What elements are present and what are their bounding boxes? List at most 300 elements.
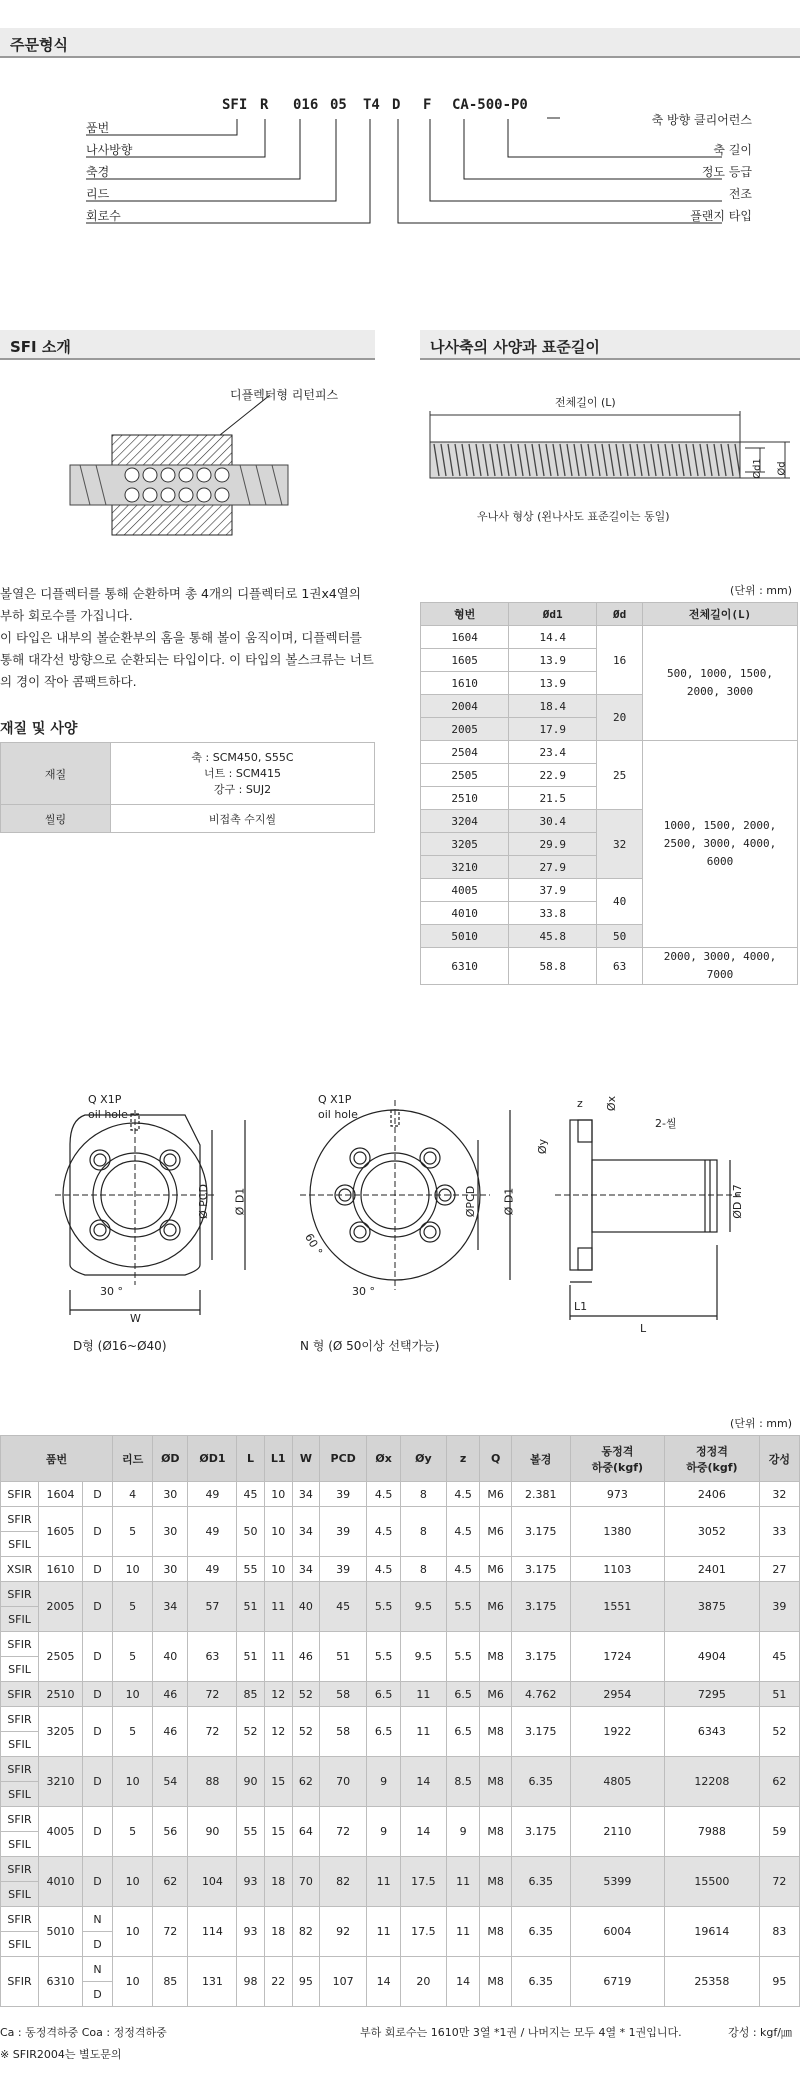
spec-ball: 6.35 bbox=[511, 1857, 570, 1907]
spec-q: M8 bbox=[480, 1757, 512, 1807]
shaft-header-3: 전체길이(L) bbox=[643, 603, 798, 626]
spec-ca: 973 bbox=[570, 1482, 665, 1507]
nut-cross-section-figure bbox=[60, 395, 300, 555]
spec-header-12: 볼경 bbox=[511, 1436, 570, 1482]
spec-model: 1610 bbox=[39, 1557, 83, 1582]
spec-w: 64 bbox=[292, 1807, 319, 1857]
spec-z: 9 bbox=[446, 1807, 479, 1857]
spec-ball: 3.175 bbox=[511, 1632, 570, 1682]
spec-note-right: 강성 : kgf/㎛ bbox=[728, 2026, 792, 2039]
spec-coa: 12208 bbox=[665, 1757, 760, 1807]
spec-type: SFIL bbox=[1, 1532, 39, 1557]
order-lines bbox=[0, 115, 800, 255]
spec-pcd: 39 bbox=[319, 1507, 366, 1557]
spec-type: SFIR bbox=[1, 1757, 39, 1782]
order-label-circuits: 회로수 bbox=[86, 209, 121, 223]
spec-coa: 3875 bbox=[665, 1582, 760, 1632]
spec-lead: 5 bbox=[113, 1707, 153, 1757]
spec-coa: 7988 bbox=[665, 1807, 760, 1857]
spec-header-11: Q bbox=[480, 1436, 512, 1482]
spec-l1: 11 bbox=[264, 1632, 292, 1682]
order-label-shaft-diameter: 축경 bbox=[86, 165, 110, 179]
spec-z: 6.5 bbox=[446, 1707, 479, 1757]
shaft-d1: 18.4 bbox=[509, 695, 597, 718]
spec-l1: 10 bbox=[264, 1557, 292, 1582]
spec-type: SFIR bbox=[1, 1707, 39, 1732]
spec-d: 62 bbox=[153, 1857, 188, 1907]
spec-k: 59 bbox=[759, 1807, 799, 1857]
spec-lead: 10 bbox=[113, 1557, 153, 1582]
spec-header-13: 동정격 하중(kgf) bbox=[570, 1436, 665, 1482]
spec-lead: 5 bbox=[113, 1507, 153, 1557]
spec-y: 17.5 bbox=[400, 1907, 446, 1957]
spec-flange: N bbox=[83, 1907, 113, 1932]
spec-header-2: ØD bbox=[153, 1436, 188, 1482]
spec-type: SFIL bbox=[1, 1782, 39, 1807]
spec-ball: 6.35 bbox=[511, 1757, 570, 1807]
shaft-model: 6310 bbox=[421, 948, 509, 985]
shaft-d1: 45.8 bbox=[509, 925, 597, 948]
shaft-length: 1000, 1500, 2000, 2500, 3000, 4000, 6000 bbox=[643, 741, 798, 948]
spec-l: 52 bbox=[237, 1707, 264, 1757]
spec-pcd: 70 bbox=[319, 1757, 366, 1807]
shaft-d: 16 bbox=[597, 626, 643, 695]
spec-l1: 11 bbox=[264, 1582, 292, 1632]
spec-q: M6 bbox=[480, 1482, 512, 1507]
shaft-model: 4005 bbox=[421, 879, 509, 902]
spec-k: 52 bbox=[759, 1707, 799, 1757]
spec-header-10: z bbox=[446, 1436, 479, 1482]
spec-d1: 131 bbox=[188, 1957, 237, 2007]
spec-note-left: Ca : 동정격하중 Coa : 정정격하중 bbox=[0, 2026, 167, 2039]
shaft-length: 500, 1000, 1500, 2000, 3000 bbox=[643, 626, 798, 741]
spec-type: SFIL bbox=[1, 1832, 39, 1857]
shaft-d1: 33.8 bbox=[509, 902, 597, 925]
spec-x: 4.5 bbox=[367, 1482, 400, 1507]
order-label-accuracy-grade: 정도 등급 bbox=[701, 165, 752, 179]
spec-d1: 104 bbox=[188, 1857, 237, 1907]
spec-ca: 6004 bbox=[570, 1907, 665, 1957]
material-nut: 너트 : SCM415 bbox=[203, 766, 282, 780]
d-type-q-label: Q X1P bbox=[88, 1093, 122, 1106]
spec-l: 85 bbox=[237, 1682, 264, 1707]
spec-d1: 72 bbox=[188, 1682, 237, 1707]
spec-model: 2510 bbox=[39, 1682, 83, 1707]
spec-l: 55 bbox=[237, 1807, 264, 1857]
side-l1: L1 bbox=[574, 1300, 588, 1313]
spec-header-1: 리드 bbox=[113, 1436, 153, 1482]
spec-l1: 18 bbox=[264, 1857, 292, 1907]
spec-type: SFIL bbox=[1, 1607, 39, 1632]
spec-lead: 10 bbox=[113, 1757, 153, 1807]
spec-flange: D bbox=[83, 1807, 113, 1857]
spec-y: 8 bbox=[400, 1507, 446, 1557]
shaft-caption: 우나사 형상 (왼나사도 표준길이는 동일) bbox=[477, 510, 670, 523]
spec-x: 5.5 bbox=[367, 1582, 400, 1632]
deflector-label: 디플렉터형 리턴피스 bbox=[230, 388, 339, 402]
spec-type: SFIL bbox=[1, 1657, 39, 1682]
shaft-d-label: Ød bbox=[776, 461, 788, 476]
spec-note-mid: 부하 회로수는 1610만 3열 *1권 / 나머지는 모두 4열 * 1권입니다. bbox=[360, 2026, 682, 2039]
spec-w: 52 bbox=[292, 1707, 319, 1757]
side-l: L bbox=[640, 1322, 647, 1335]
spec-y: 9.5 bbox=[400, 1632, 446, 1682]
spec-lead: 5 bbox=[113, 1632, 153, 1682]
spec-model: 3205 bbox=[39, 1707, 83, 1757]
shaft-length: 2000, 3000, 4000, 7000 bbox=[643, 948, 798, 985]
spec-d: 56 bbox=[153, 1807, 188, 1857]
spec-ca: 1922 bbox=[570, 1707, 665, 1757]
shaft-model: 2510 bbox=[421, 787, 509, 810]
order-label-flange-type: 플랜지 타입 bbox=[690, 209, 752, 223]
shaft-d: 50 bbox=[597, 925, 643, 948]
spec-y: 8 bbox=[400, 1482, 446, 1507]
spec-type: SFIL bbox=[1, 1932, 39, 1957]
shaft-model: 3210 bbox=[421, 856, 509, 879]
spec-ca: 1103 bbox=[570, 1557, 665, 1582]
spec-l: 50 bbox=[237, 1507, 264, 1557]
n-type-oil-label: oil hole bbox=[318, 1108, 358, 1121]
spec-x: 11 bbox=[367, 1907, 400, 1957]
order-label-part-no: 품번 bbox=[86, 121, 110, 135]
spec-q: M8 bbox=[480, 1957, 512, 2007]
spec-y: 8 bbox=[400, 1557, 446, 1582]
spec-z: 11 bbox=[446, 1907, 479, 1957]
spec-d: 30 bbox=[153, 1482, 188, 1507]
spec-y: 9.5 bbox=[400, 1582, 446, 1632]
order-code-part-2: 016 bbox=[293, 97, 319, 113]
order-code-part-6: F bbox=[423, 97, 432, 113]
spec-ball: 3.175 bbox=[511, 1582, 570, 1632]
spec-lead: 10 bbox=[113, 1957, 153, 2007]
spec-type: SFIL bbox=[1, 1882, 39, 1907]
spec-k: 27 bbox=[759, 1557, 799, 1582]
spec-x: 11 bbox=[367, 1857, 400, 1907]
order-code-part-4: T4 bbox=[363, 97, 380, 113]
shaft-model: 1605 bbox=[421, 649, 509, 672]
n-type-pcd: ØPCD bbox=[464, 1185, 478, 1218]
spec-type: SFIR bbox=[1, 1857, 39, 1882]
spec-z: 11 bbox=[446, 1857, 479, 1907]
shaft-model: 2004 bbox=[421, 695, 509, 718]
shaft-d: 63 bbox=[597, 948, 643, 985]
spec-y: 11 bbox=[400, 1707, 446, 1757]
shaft-d1: 13.9 bbox=[509, 649, 597, 672]
spec-d: 85 bbox=[153, 1957, 188, 2007]
d-type-angle: 30 ° bbox=[100, 1285, 123, 1298]
spec-d: 34 bbox=[153, 1582, 188, 1632]
spec-x: 6.5 bbox=[367, 1707, 400, 1757]
spec-ca: 6719 bbox=[570, 1957, 665, 2007]
shaft-model: 3205 bbox=[421, 833, 509, 856]
spec-ball: 6.35 bbox=[511, 1957, 570, 2007]
sealing-value: 비접촉 수지씰 bbox=[111, 805, 375, 833]
spec-ca: 2954 bbox=[570, 1682, 665, 1707]
shaft-length-label: 전체길이 (L) bbox=[555, 396, 616, 409]
shaft-figure bbox=[420, 400, 800, 510]
spec-flange: D bbox=[83, 1582, 113, 1632]
d-type-width: W bbox=[130, 1312, 141, 1325]
spec-header-9: Øy bbox=[400, 1436, 446, 1482]
shaft-d: 40 bbox=[597, 879, 643, 925]
spec-flange: D bbox=[83, 1707, 113, 1757]
spec-w: 40 bbox=[292, 1582, 319, 1632]
spec-k: 51 bbox=[759, 1682, 799, 1707]
spec-x: 9 bbox=[367, 1807, 400, 1857]
spec-flange: D bbox=[83, 1757, 113, 1807]
side-x: Øx bbox=[605, 1095, 619, 1112]
spec-flange: D bbox=[83, 1507, 113, 1557]
side-y: Øy bbox=[536, 1138, 550, 1155]
spec-model: 2505 bbox=[39, 1632, 83, 1682]
order-code-part-5: D bbox=[392, 97, 401, 113]
spec-flange: D bbox=[83, 1682, 113, 1707]
spec-x: 14 bbox=[367, 1957, 400, 2007]
spec-z: 8.5 bbox=[446, 1757, 479, 1807]
spec-model: 1605 bbox=[39, 1507, 83, 1557]
spec-header-0: 품번 bbox=[1, 1436, 113, 1482]
order-label-shaft-length: 축 길이 bbox=[713, 143, 752, 157]
spec-ca: 5399 bbox=[570, 1857, 665, 1907]
spec-ball: 6.35 bbox=[511, 1907, 570, 1957]
shaft-model: 1610 bbox=[421, 672, 509, 695]
spec-pcd: 51 bbox=[319, 1632, 366, 1682]
material-shaft: 축 : SCM450, S55C bbox=[191, 750, 294, 764]
spec-x: 4.5 bbox=[367, 1557, 400, 1582]
spec-d: 46 bbox=[153, 1707, 188, 1757]
spec-l1: 22 bbox=[264, 1957, 292, 2007]
spec-k: 39 bbox=[759, 1582, 799, 1632]
spec-coa: 6343 bbox=[665, 1707, 760, 1757]
shaft-model: 1604 bbox=[421, 626, 509, 649]
spec-l: 45 bbox=[237, 1482, 264, 1507]
spec-z: 5.5 bbox=[446, 1632, 479, 1682]
spec-lead: 5 bbox=[113, 1807, 153, 1857]
spec-z: 4.5 bbox=[446, 1557, 479, 1582]
spec-type: SFIL bbox=[1, 1732, 39, 1757]
spec-ca: 1551 bbox=[570, 1582, 665, 1632]
shaft-d1: 29.9 bbox=[509, 833, 597, 856]
spec-lead: 4 bbox=[113, 1482, 153, 1507]
order-code-part-1: R bbox=[260, 97, 269, 113]
spec-type: SFIR bbox=[1, 1682, 39, 1707]
order-code-part-3: 05 bbox=[330, 97, 347, 113]
spec-l1: 18 bbox=[264, 1907, 292, 1957]
spec-coa: 4904 bbox=[665, 1632, 760, 1682]
side-seal: 2-씰 bbox=[655, 1117, 677, 1130]
spec-pcd: 39 bbox=[319, 1482, 366, 1507]
spec-d1: 114 bbox=[188, 1907, 237, 1957]
shaft-header-0: 형번 bbox=[421, 603, 509, 626]
spec-x: 5.5 bbox=[367, 1632, 400, 1682]
spec-q: M6 bbox=[480, 1557, 512, 1582]
spec-d: 30 bbox=[153, 1507, 188, 1557]
spec-flange: N bbox=[83, 1957, 113, 1982]
spec-w: 52 bbox=[292, 1682, 319, 1707]
spec-k: 45 bbox=[759, 1632, 799, 1682]
spec-z: 5.5 bbox=[446, 1582, 479, 1632]
shaft-model: 2504 bbox=[421, 741, 509, 764]
spec-d: 72 bbox=[153, 1907, 188, 1957]
spec-w: 82 bbox=[292, 1907, 319, 1957]
spec-q: M6 bbox=[480, 1682, 512, 1707]
spec-header-15: 강성 bbox=[759, 1436, 799, 1482]
spec-model: 4005 bbox=[39, 1807, 83, 1857]
spec-header-4: L bbox=[237, 1436, 264, 1482]
spec-z: 4.5 bbox=[446, 1482, 479, 1507]
spec-x: 4.5 bbox=[367, 1507, 400, 1557]
spec-pcd: 92 bbox=[319, 1907, 366, 1957]
spec-d1: 49 bbox=[188, 1557, 237, 1582]
spec-coa: 19614 bbox=[665, 1907, 760, 1957]
n-type-q-label: Q X1P bbox=[318, 1093, 352, 1106]
spec-w: 62 bbox=[292, 1757, 319, 1807]
intro-paragraph-1: 볼열은 디플렉터를 통해 순환하며 총 4개의 디플렉터로 1권x4열의 부하 회로수를 가집니다. bbox=[0, 586, 361, 623]
spec-type: SFIR bbox=[1, 1807, 39, 1832]
spec-type: XSIR bbox=[1, 1557, 39, 1582]
spec-footnote: ※ SFIR2004는 별도문의 bbox=[0, 2048, 122, 2061]
spec-d1: 88 bbox=[188, 1757, 237, 1807]
shaft-d1: 13.9 bbox=[509, 672, 597, 695]
spec-ball: 3.175 bbox=[511, 1707, 570, 1757]
spec-header-6: W bbox=[292, 1436, 319, 1482]
spec-ca: 1724 bbox=[570, 1632, 665, 1682]
material-values bbox=[111, 743, 375, 805]
side-dh7: ØD h7 bbox=[730, 1184, 744, 1219]
spec-lead: 10 bbox=[113, 1682, 153, 1707]
spec-l: 51 bbox=[237, 1582, 264, 1632]
shaft-d: 25 bbox=[597, 741, 643, 810]
shaft-model: 4010 bbox=[421, 902, 509, 925]
spec-w: 95 bbox=[292, 1957, 319, 2007]
d-type-oil-label: oil hole bbox=[88, 1108, 128, 1121]
spec-y: 17.5 bbox=[400, 1857, 446, 1907]
spec-ca: 4805 bbox=[570, 1757, 665, 1807]
spec-pcd: 107 bbox=[319, 1957, 366, 2007]
spec-l1: 15 bbox=[264, 1807, 292, 1857]
spec-w: 70 bbox=[292, 1857, 319, 1907]
spec-d1: 90 bbox=[188, 1807, 237, 1857]
shaft-model: 5010 bbox=[421, 925, 509, 948]
n-type-caption: N 형 (Ø 50이상 선택가능) bbox=[300, 1339, 440, 1353]
spec-model: 6310 bbox=[39, 1957, 83, 2007]
intro-paragraph-2: 이 타입은 내부의 볼순환부의 홈을 통해 볼이 움직이며, 디플렉터를 통해 대각선 방향으로 순환되는 타입이다. 이 타입의 볼스크류는 너트의 경이 작아 콤팩트하다. bbox=[0, 630, 374, 689]
spec-k: 72 bbox=[759, 1857, 799, 1907]
spec-lead: 10 bbox=[113, 1857, 153, 1907]
order-code-part-0: SFI bbox=[222, 97, 248, 113]
shaft-unit: (단위 : mm) bbox=[730, 584, 792, 597]
spec-flange: D bbox=[83, 1857, 113, 1907]
material-ball: 강구 : SUJ2 bbox=[213, 782, 272, 796]
spec-k: 95 bbox=[759, 1957, 799, 2007]
spec-flange: D bbox=[83, 1932, 113, 1957]
spec-y: 20 bbox=[400, 1957, 446, 2007]
spec-k: 33 bbox=[759, 1507, 799, 1557]
spec-l1: 15 bbox=[264, 1757, 292, 1807]
spec-header-7: PCD bbox=[319, 1436, 366, 1482]
shaft-d1-label: Ød1 bbox=[751, 458, 763, 479]
spec-type: SFIR bbox=[1, 1482, 39, 1507]
n-type-angle-60: 60 ° bbox=[302, 1231, 325, 1258]
spec-coa: 2406 bbox=[665, 1482, 760, 1507]
spec-header-8: Øx bbox=[367, 1436, 400, 1482]
spec-q: M8 bbox=[480, 1707, 512, 1757]
spec-l: 93 bbox=[237, 1907, 264, 1957]
order-label-rolled: 전조 bbox=[728, 187, 752, 201]
spec-q: M8 bbox=[480, 1807, 512, 1857]
spec-z: 6.5 bbox=[446, 1682, 479, 1707]
spec-pcd: 45 bbox=[319, 1582, 366, 1632]
spec-q: M8 bbox=[480, 1857, 512, 1907]
spec-d1: 57 bbox=[188, 1582, 237, 1632]
spec-d1: 49 bbox=[188, 1507, 237, 1557]
spec-l1: 10 bbox=[264, 1482, 292, 1507]
spec-z: 4.5 bbox=[446, 1507, 479, 1557]
shaft-d: 20 bbox=[597, 695, 643, 741]
spec-l: 55 bbox=[237, 1557, 264, 1582]
spec-y: 11 bbox=[400, 1682, 446, 1707]
spec-type: SFIR bbox=[1, 1507, 39, 1532]
spec-pcd: 72 bbox=[319, 1807, 366, 1857]
intro-section-title: SFI 소개 bbox=[0, 330, 375, 360]
spec-q: M6 bbox=[480, 1507, 512, 1557]
spec-w: 34 bbox=[292, 1507, 319, 1557]
material-table bbox=[0, 742, 375, 833]
shaft-model: 3204 bbox=[421, 810, 509, 833]
spec-k: 32 bbox=[759, 1482, 799, 1507]
spec-q: M8 bbox=[480, 1632, 512, 1682]
spec-ball: 3.175 bbox=[511, 1807, 570, 1857]
shaft-d1: 21.5 bbox=[509, 787, 597, 810]
spec-x: 9 bbox=[367, 1757, 400, 1807]
shaft-d1: 23.4 bbox=[509, 741, 597, 764]
shaft-table bbox=[420, 602, 798, 985]
spec-ca: 2110 bbox=[570, 1807, 665, 1857]
d-type-d1: Ø D1 bbox=[233, 1187, 247, 1216]
spec-y: 14 bbox=[400, 1757, 446, 1807]
spec-type: SFIR bbox=[1, 1582, 39, 1607]
shaft-d1: 58.8 bbox=[509, 948, 597, 985]
shaft-model: 2005 bbox=[421, 718, 509, 741]
shaft-d1: 22.9 bbox=[509, 764, 597, 787]
spec-d: 54 bbox=[153, 1757, 188, 1807]
spec-l: 51 bbox=[237, 1632, 264, 1682]
spec-flange: D bbox=[83, 1632, 113, 1682]
order-label-thread-direction: 나사방향 bbox=[86, 143, 133, 157]
spec-k: 62 bbox=[759, 1757, 799, 1807]
spec-header-5: L1 bbox=[264, 1436, 292, 1482]
spec-type: SFIR bbox=[1, 1957, 39, 2007]
spec-l1: 10 bbox=[264, 1507, 292, 1557]
shaft-model: 2505 bbox=[421, 764, 509, 787]
spec-x: 6.5 bbox=[367, 1682, 400, 1707]
shaft-d1: 17.9 bbox=[509, 718, 597, 741]
spec-lead: 10 bbox=[113, 1907, 153, 1957]
spec-coa: 25358 bbox=[665, 1957, 760, 2007]
spec-q: M6 bbox=[480, 1582, 512, 1632]
spec-ball: 3.175 bbox=[511, 1507, 570, 1557]
shaft-d1: 14.4 bbox=[509, 626, 597, 649]
d-type-caption: D형 (Ø16~Ø40) bbox=[73, 1339, 167, 1353]
spec-d1: 49 bbox=[188, 1482, 237, 1507]
spec-pcd: 39 bbox=[319, 1557, 366, 1582]
shaft-d1: 37.9 bbox=[509, 879, 597, 902]
spec-l: 98 bbox=[237, 1957, 264, 2007]
spec-flange: D bbox=[83, 1982, 113, 2007]
spec-model: 4010 bbox=[39, 1857, 83, 1907]
spec-header-3: ØD1 bbox=[188, 1436, 237, 1482]
shaft-d: 32 bbox=[597, 810, 643, 879]
